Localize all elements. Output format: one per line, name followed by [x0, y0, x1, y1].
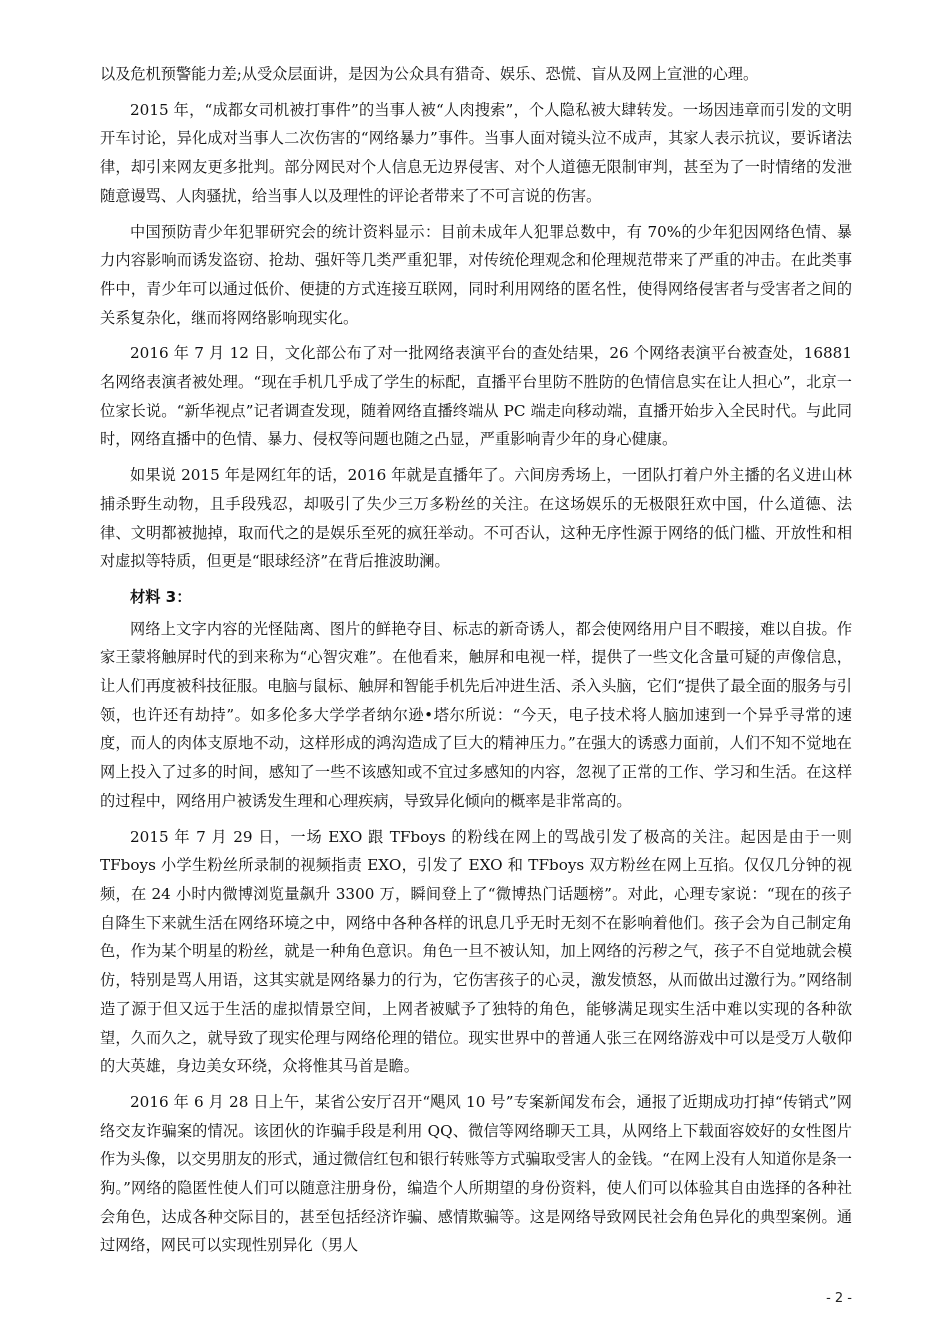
paragraph: 2015 年，“成都女司机被打事件”的当事人被“人肉搜索”，个人隐私被大肆转发。一场因违章而引发的文明开车讨论，异化成对当事人二次伤害的“网络暴力”事件。当事人面对镜头泣不成声，其家人表示抗议，要诉诸法律，却引来网友更多批判。部分网民对个人信息无边界侵害、对个人道德无限制审判，甚至为了一时情绪的发泄随意谩骂、人肉骚扰，给当事人以及理性的评论者带来了不可言说的伤害。	[100, 100, 852, 205]
paragraph: 2015 年 7 月 29 日，一场 EXO 跟 TFboys 的粉线在网上的骂战引发了极高的关注。起因是由于一则 TFboys 小学生粉丝所录制的视频指责 EXO，引发了 EXO 和 TFboys 双方粉丝在网上互掐。仅仅几分钟的视频，在 24 小时内微博浏览量飙升 3300 万，瞬间登上了“微博热门话题榜”。对此，心理专家说：“现在的孩子自降生下来就生活在网络环境之中，网络中各种各样的讯息几乎无时无刻不在影响着他们。孩子会为自己制定角色，作为某个明星的粉丝，就是一种角色意识。角色一旦不被认知，加上网络的污秽之气，孩子不自觉地就会模仿，特别是骂人用语，这其实就是网络暴力的行为，它伤害孩子的心灵，激发愤怒，从而做出过激行为。”网络制造了源于但又远于生活的虚拟情景空间，上网者被赋予了独特的角色，能够满足现实生活中难以实现的各种欲望，久而久之，就导致了现实伦理与网络伦理的错位。现实世界中的普通人张三在网络游戏中可以是受万人敬仰的大英雄，身边美女环绕，众将惟其马首是瞻。	[100, 827, 852, 1076]
document-page	[100, 60, 852, 1267]
paragraph: 如果说 2015 年是网红年的话，2016 年就是直播年了。六间房秀场上，一团队打着户外主播的名义进山林捕杀野生动物，且手段残忍，却吸引了失少三万多粉丝的关注。在这场娱乐的无极限狂欢中国，什么道德、法律、文明都被抛掉，取而代之的是娱乐至死的疯狂举动。不可否认，这种无序性源于网络的低门槛、开放性和相对虚拟等特质，但更是“眼球经济”在背后推波助澜。	[100, 466, 852, 571]
section-heading: 材料 3：	[130, 587, 192, 606]
paragraph: 网络上文字内容的光怪陆离、图片的鲜艳夺目、标志的新奇诱人，都会使网络用户目不暇接，难以自拔。作家王蒙将触屏时代的到来称为“心智灾难”。在他看来，触屏和电视一样，提供了一些文化含量可疑的声像信息，让人们再度被科技征服。电脑与鼠标、触屏和智能手机先后冲进生活、杀入头脑，它们“提供了最全面的服务与引领，也许还有劫持”。如多伦多大学学者纳尔逊•塔尔所说：“今天，电子技术将人脑加速到一个异乎寻常的速度，而人的肉体支原地不动，这样形成的鸿沟造成了巨大的精神压力。”在强大的诱惑力面前，人们不知不觉地在网上投入了过多的时间，感知了一些不该感知或不宜过多感知的内容，忽视了正常的工作、学习和生活。在这样的过程中，网络用户被诱发生理和心理疾病，导致异化倾向的概率是非常高的。	[100, 619, 852, 810]
paragraph: 2016 年 7 月 12 日，文化部公布了对一批网络表演平台的查处结果，26 个网络表演平台被查处，16881 名网络表演者被处理。“现在手机几乎成了学生的标配，直播平台里防不胜防的色情信息实在让人担心”，北京一位家长说。“新华视点”记者调查发现，随着网络直播终端从 PC 端走向移动端，直播开始步入全民时代。与此同时，网络直播中的色情、暴力、侵权等问题也随之凸显，严重影响青少年的身心健康。	[100, 344, 852, 449]
page-number: - 2 -	[826, 1291, 852, 1306]
paragraph: 2016 年 6 月 28 日上午，某省公安厅召开“飓风 10 号”专案新闻发布会，通报了近期成功打掉“传销式”网络交友诈骗案的情况。该团伙的诈骗手段是利用 QQ、微信等网络聊天工具，从网络上下载面容姣好的女性图片作为头像，以交男朋友的形式，通过微信红包和银行转账等方式骗取受害人的金钱。“在网上没有人知道你是条一狗。”网络的隐匿性使人们可以随意注册身份，编造个人所期望的身份资料，使人们可以体验其自由选择的各种社会角色，达成各种交际目的，甚至包括经济诈骗、感情欺骗等。这是网络导致网民社会角色异化的典型案例。通过网络，网民可以实现性别异化（男人	[100, 1092, 852, 1255]
paragraph-continuation: 以及危机预警能力差;从受众层面讲，是因为公众具有猎奇、娱乐、恐慌、盲从及网上宣泄的心理。	[100, 65, 759, 83]
paragraph: 中国预防青少年犯罪研究会的统计资料显示：目前未成年人犯罪总数中，有 70%的少年犯因网络色情、暴力内容影响而诱发盗窃、抢劫、强奸等几类严重犯罪，对传统伦理观念和伦理规范带来了严重的冲击。在此类事件中，青少年可以通过低价、便捷的方式连接互联网，同时利用网络的匿名性，使得网络侵害者与受害者之间的关系复杂化，继而将网络影响现实化。	[100, 222, 852, 327]
